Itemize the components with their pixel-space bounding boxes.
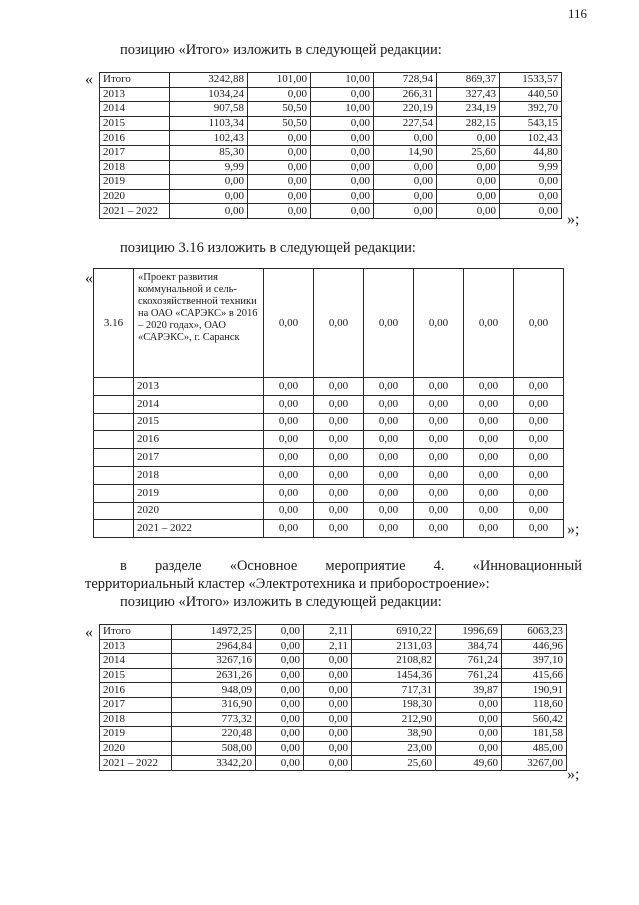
row-label: 2017 bbox=[100, 145, 170, 160]
table-cell: 0,00 bbox=[311, 204, 374, 219]
table-cell: 0,00 bbox=[264, 431, 314, 449]
table-cell: 440,50 bbox=[500, 87, 562, 102]
table-cell: 0,00 bbox=[264, 502, 314, 520]
table-cell: 0,00 bbox=[414, 520, 464, 538]
table-cell: 0,00 bbox=[464, 502, 514, 520]
table-cell: 0,00 bbox=[248, 189, 311, 204]
table-cell: 0,00 bbox=[364, 431, 414, 449]
table-cell: 0,00 bbox=[364, 413, 414, 431]
table-cell: 1533,57 bbox=[500, 73, 562, 88]
section-2-heading: позицию 3.16 изложить в следующей редакции: bbox=[120, 240, 416, 256]
table-row bbox=[100, 639, 567, 654]
table-cell: 485,00 bbox=[502, 741, 567, 756]
table-row bbox=[100, 189, 562, 204]
table-cell: 0,00 bbox=[514, 484, 564, 502]
row-label: 2018 bbox=[100, 712, 172, 727]
table-row bbox=[94, 502, 564, 520]
table-cell: 220,48 bbox=[172, 727, 256, 742]
table-cell: 0,00 bbox=[364, 449, 414, 467]
table-cell: 0,00 bbox=[437, 189, 500, 204]
table-cell: 0,00 bbox=[170, 175, 248, 190]
table-cell: 0,00 bbox=[500, 189, 562, 204]
row-label: 2013 bbox=[100, 87, 170, 102]
row-label: 2019 bbox=[134, 484, 264, 502]
table-cell: 38,90 bbox=[352, 727, 436, 742]
table-cell: 0,00 bbox=[464, 484, 514, 502]
table-cell: 0,00 bbox=[414, 466, 464, 484]
table-cell: 0,00 bbox=[437, 160, 500, 175]
table-row bbox=[100, 697, 567, 712]
table-cell: 10,00 bbox=[311, 102, 374, 117]
table-cell: 1034,24 bbox=[170, 87, 248, 102]
table-cell: 0,00 bbox=[311, 131, 374, 146]
table-cell: 1454,36 bbox=[352, 668, 436, 683]
section-1-heading: позицию «Итого» изложить в следующей редакции: bbox=[120, 42, 442, 58]
table-cell: 3242,88 bbox=[170, 73, 248, 88]
table-cell: 49,60 bbox=[436, 756, 502, 771]
table-cell: 0,00 bbox=[414, 413, 464, 431]
table-cell: 0,00 bbox=[264, 378, 314, 396]
table-cell: 0,00 bbox=[248, 145, 311, 160]
table-cell: 212,90 bbox=[352, 712, 436, 727]
table-cell: 14,90 bbox=[374, 145, 437, 160]
table-cell: 3267,00 bbox=[502, 756, 567, 771]
project-description: «Проект развития коммунальной и сель-скохозяйственной техники на ОАО «САРЭКС» в 2016 – 2020 годах», ОАО «САРЭКС», г. Саранск bbox=[134, 269, 264, 378]
table-cell: 0,00 bbox=[304, 712, 352, 727]
empty-cell bbox=[94, 520, 134, 538]
section-2-table bbox=[93, 268, 564, 538]
table-cell: 0,00 bbox=[314, 413, 364, 431]
row-label: 2016 bbox=[100, 131, 170, 146]
table-cell: 0,00 bbox=[311, 160, 374, 175]
table-row bbox=[100, 160, 562, 175]
table-cell: 0,00 bbox=[248, 160, 311, 175]
intro-word: 4. bbox=[433, 558, 445, 574]
table-row bbox=[94, 378, 564, 396]
table-cell: 0,00 bbox=[374, 160, 437, 175]
table-cell: 0,00 bbox=[314, 502, 364, 520]
table-cell: 560,42 bbox=[502, 712, 567, 727]
table-cell: 0,00 bbox=[256, 639, 304, 654]
table-row bbox=[100, 668, 567, 683]
table-cell: 0,00 bbox=[414, 378, 464, 396]
table-row bbox=[100, 102, 562, 117]
table-cell: 0,00 bbox=[514, 431, 564, 449]
table-cell: 1996,69 bbox=[436, 625, 502, 640]
table-cell: 0,00 bbox=[500, 175, 562, 190]
table-cell: 44,80 bbox=[500, 145, 562, 160]
table-cell: 0,00 bbox=[414, 431, 464, 449]
table-cell: 0,00 bbox=[436, 741, 502, 756]
row-label: 2021 – 2022 bbox=[100, 756, 172, 771]
section-3-open-quote: « bbox=[85, 624, 93, 641]
table-cell: 0,00 bbox=[374, 189, 437, 204]
table-row bbox=[100, 87, 562, 102]
table-cell: 397,10 bbox=[502, 654, 567, 669]
table-row bbox=[100, 73, 562, 88]
intro-word: «Инновационный bbox=[472, 558, 582, 574]
project-cell: 0,00 bbox=[514, 269, 564, 378]
table-row bbox=[100, 712, 567, 727]
section-2-close-quote: »; bbox=[567, 521, 580, 538]
table-row bbox=[100, 145, 562, 160]
row-label: 2017 bbox=[100, 697, 172, 712]
table-cell: 0,00 bbox=[264, 449, 314, 467]
project-row bbox=[94, 269, 564, 378]
table-row bbox=[100, 131, 562, 146]
table-cell: 0,00 bbox=[248, 131, 311, 146]
table-cell: 0,00 bbox=[304, 654, 352, 669]
table-cell: 0,00 bbox=[514, 378, 564, 396]
project-cell: 0,00 bbox=[414, 269, 464, 378]
table-cell: 0,00 bbox=[437, 131, 500, 146]
row-label: 2015 bbox=[134, 413, 264, 431]
row-label: Итого bbox=[100, 625, 172, 640]
project-cell: 0,00 bbox=[464, 269, 514, 378]
table-cell: 0,00 bbox=[256, 712, 304, 727]
table-cell: 0,00 bbox=[248, 87, 311, 102]
table-cell: 0,00 bbox=[437, 204, 500, 219]
table-cell: 0,00 bbox=[264, 520, 314, 538]
table-cell: 0,00 bbox=[256, 727, 304, 742]
table-cell: 0,00 bbox=[514, 413, 564, 431]
section-2-open-quote: « bbox=[85, 270, 93, 287]
row-label: 2014 bbox=[100, 102, 170, 117]
page-number: 116 bbox=[568, 6, 588, 21]
table-row bbox=[100, 625, 567, 640]
table-cell: 14972,25 bbox=[172, 625, 256, 640]
table-cell: 717,31 bbox=[352, 683, 436, 698]
table-cell: 0,00 bbox=[374, 175, 437, 190]
table-cell: 508,00 bbox=[172, 741, 256, 756]
table-cell: 39,87 bbox=[436, 683, 502, 698]
table-cell: 25,60 bbox=[352, 756, 436, 771]
table-cell: 0,00 bbox=[464, 431, 514, 449]
table-cell: 0,00 bbox=[314, 431, 364, 449]
row-label: 2016 bbox=[134, 431, 264, 449]
row-label: 2015 bbox=[100, 116, 170, 131]
table-cell: 0,00 bbox=[514, 395, 564, 413]
table-cell: 948,09 bbox=[172, 683, 256, 698]
section-3-heading: позицию «Итого» изложить в следующей редакции: bbox=[120, 594, 442, 610]
table-cell: 0,00 bbox=[374, 204, 437, 219]
table-cell: 0,00 bbox=[364, 395, 414, 413]
table-cell: 0,00 bbox=[248, 204, 311, 219]
row-label: 2017 bbox=[134, 449, 264, 467]
empty-cell bbox=[94, 466, 134, 484]
intro-word: мероприятие bbox=[325, 558, 406, 574]
table-cell: 0,00 bbox=[314, 449, 364, 467]
table-cell: 392,70 bbox=[500, 102, 562, 117]
table-row bbox=[100, 204, 562, 219]
table-row bbox=[100, 683, 567, 698]
row-label: 2018 bbox=[134, 466, 264, 484]
table-cell: 0,00 bbox=[311, 189, 374, 204]
table-cell: 0,00 bbox=[170, 204, 248, 219]
row-label: 2020 bbox=[100, 189, 170, 204]
table-row bbox=[94, 520, 564, 538]
table-cell: 6063,23 bbox=[502, 625, 567, 640]
row-label: 2021 – 2022 bbox=[134, 520, 264, 538]
table-cell: 0,00 bbox=[464, 449, 514, 467]
table-row bbox=[100, 756, 567, 771]
table-cell: 0,00 bbox=[264, 395, 314, 413]
table-cell: 0,00 bbox=[264, 484, 314, 502]
table-cell: 0,00 bbox=[304, 683, 352, 698]
table-cell: 761,24 bbox=[436, 654, 502, 669]
table-cell: 25,60 bbox=[437, 145, 500, 160]
table-cell: 9,99 bbox=[170, 160, 248, 175]
table-cell: 0,00 bbox=[311, 116, 374, 131]
table-cell: 282,15 bbox=[437, 116, 500, 131]
row-label: 2015 bbox=[100, 668, 172, 683]
intro-word: разделе bbox=[154, 558, 202, 574]
row-label: Итого bbox=[100, 73, 170, 88]
table-cell: 761,24 bbox=[436, 668, 502, 683]
table-cell: 0,00 bbox=[464, 395, 514, 413]
table-cell: 23,00 bbox=[352, 741, 436, 756]
row-label: 2016 bbox=[100, 683, 172, 698]
table-cell: 234,19 bbox=[437, 102, 500, 117]
table-cell: 0,00 bbox=[170, 189, 248, 204]
table-cell: 0,00 bbox=[314, 466, 364, 484]
table-cell: 0,00 bbox=[311, 175, 374, 190]
table-cell: 0,00 bbox=[436, 727, 502, 742]
table-cell: 0,00 bbox=[314, 378, 364, 396]
table-cell: 0,00 bbox=[364, 520, 414, 538]
section-3-intro-line-1 bbox=[120, 558, 582, 575]
table-cell: 0,00 bbox=[248, 175, 311, 190]
table-cell: 0,00 bbox=[437, 175, 500, 190]
section-3-close-quote: »; bbox=[567, 766, 580, 783]
table-cell: 0,00 bbox=[364, 484, 414, 502]
table-cell: 2131,03 bbox=[352, 639, 436, 654]
table-cell: 0,00 bbox=[314, 520, 364, 538]
table-cell: 316,90 bbox=[172, 697, 256, 712]
section-1-close-quote: »; bbox=[567, 211, 580, 228]
table-cell: 0,00 bbox=[256, 756, 304, 771]
table-row bbox=[94, 395, 564, 413]
table-cell: 3267,16 bbox=[172, 654, 256, 669]
table-cell: 50,50 bbox=[248, 102, 311, 117]
empty-cell bbox=[94, 413, 134, 431]
table-cell: 9,99 bbox=[500, 160, 562, 175]
intro-word: «Основное bbox=[229, 558, 298, 574]
row-label: 2020 bbox=[134, 502, 264, 520]
row-label: 2020 bbox=[100, 741, 172, 756]
table-cell: 118,60 bbox=[502, 697, 567, 712]
table-cell: 85,30 bbox=[170, 145, 248, 160]
empty-cell bbox=[94, 431, 134, 449]
table-cell: 198,30 bbox=[352, 697, 436, 712]
table-cell: 2,11 bbox=[304, 625, 352, 640]
table-cell: 0,00 bbox=[304, 756, 352, 771]
table-cell: 220,19 bbox=[374, 102, 437, 117]
table-cell: 0,00 bbox=[256, 683, 304, 698]
table-cell: 0,00 bbox=[314, 484, 364, 502]
table-cell: 0,00 bbox=[414, 484, 464, 502]
empty-cell bbox=[94, 502, 134, 520]
table-cell: 0,00 bbox=[256, 741, 304, 756]
table-cell: 0,00 bbox=[314, 395, 364, 413]
table-cell: 3342,20 bbox=[172, 756, 256, 771]
table-row bbox=[94, 449, 564, 467]
table-cell: 0,00 bbox=[264, 466, 314, 484]
table-cell: 102,43 bbox=[170, 131, 248, 146]
table-cell: 773,32 bbox=[172, 712, 256, 727]
table-cell: 0,00 bbox=[364, 466, 414, 484]
table-cell: 2,11 bbox=[304, 639, 352, 654]
section-1-open-quote: « bbox=[85, 71, 93, 88]
table-cell: 2964,84 bbox=[172, 639, 256, 654]
table-cell: 0,00 bbox=[464, 520, 514, 538]
table-cell: 0,00 bbox=[514, 520, 564, 538]
table-cell: 0,00 bbox=[256, 668, 304, 683]
table-cell: 415,66 bbox=[502, 668, 567, 683]
row-label: 2013 bbox=[100, 639, 172, 654]
table-cell: 0,00 bbox=[500, 204, 562, 219]
table-cell: 2108,82 bbox=[352, 654, 436, 669]
table-cell: 6910,22 bbox=[352, 625, 436, 640]
table-cell: 869,37 bbox=[437, 73, 500, 88]
table-row bbox=[100, 654, 567, 669]
table-cell: 227,54 bbox=[374, 116, 437, 131]
table-cell: 2631,26 bbox=[172, 668, 256, 683]
table-cell: 327,43 bbox=[437, 87, 500, 102]
row-label: 2013 bbox=[134, 378, 264, 396]
table-cell: 907,58 bbox=[170, 102, 248, 117]
table-cell: 0,00 bbox=[464, 466, 514, 484]
table-cell: 0,00 bbox=[304, 668, 352, 683]
row-label: 2019 bbox=[100, 727, 172, 742]
intro-word: в bbox=[120, 558, 127, 574]
table-cell: 181,58 bbox=[502, 727, 567, 742]
table-cell: 0,00 bbox=[514, 449, 564, 467]
project-cell: 0,00 bbox=[314, 269, 364, 378]
row-label: 2018 bbox=[100, 160, 170, 175]
table-cell: 0,00 bbox=[514, 466, 564, 484]
table-cell: 0,00 bbox=[311, 145, 374, 160]
table-cell: 0,00 bbox=[304, 727, 352, 742]
empty-cell bbox=[94, 378, 134, 396]
table-cell: 0,00 bbox=[436, 712, 502, 727]
table-cell: 0,00 bbox=[256, 697, 304, 712]
table-cell: 0,00 bbox=[256, 625, 304, 640]
empty-cell bbox=[94, 449, 134, 467]
table-cell: 1103,34 bbox=[170, 116, 248, 131]
table-cell: 0,00 bbox=[304, 741, 352, 756]
table-cell: 10,00 bbox=[311, 73, 374, 88]
table-cell: 190,91 bbox=[502, 683, 567, 698]
table-cell: 0,00 bbox=[414, 449, 464, 467]
table-cell: 0,00 bbox=[436, 697, 502, 712]
table-cell: 0,00 bbox=[464, 378, 514, 396]
row-label: 2021 – 2022 bbox=[100, 204, 170, 219]
table-row bbox=[94, 431, 564, 449]
section-3-intro-line-2: территориальный кластер «Электротехника и приборостроение»: bbox=[85, 576, 490, 592]
table-row bbox=[94, 413, 564, 431]
table-cell: 446,96 bbox=[502, 639, 567, 654]
row-label: 2014 bbox=[134, 395, 264, 413]
row-label: 2014 bbox=[100, 654, 172, 669]
section-1-table bbox=[99, 72, 562, 219]
table-cell: 266,31 bbox=[374, 87, 437, 102]
table-cell: 0,00 bbox=[514, 502, 564, 520]
table-row bbox=[100, 175, 562, 190]
table-cell: 0,00 bbox=[374, 131, 437, 146]
table-row bbox=[100, 741, 567, 756]
table-row bbox=[100, 116, 562, 131]
table-row bbox=[94, 484, 564, 502]
table-cell: 0,00 bbox=[304, 697, 352, 712]
table-row bbox=[94, 466, 564, 484]
section-3-table bbox=[99, 624, 567, 771]
table-cell: 0,00 bbox=[364, 378, 414, 396]
table-cell: 0,00 bbox=[256, 654, 304, 669]
project-number: 3.16 bbox=[94, 269, 134, 378]
table-cell: 101,00 bbox=[248, 73, 311, 88]
empty-cell bbox=[94, 484, 134, 502]
table-cell: 0,00 bbox=[364, 502, 414, 520]
table-cell: 0,00 bbox=[414, 395, 464, 413]
table-row bbox=[100, 727, 567, 742]
table-cell: 0,00 bbox=[464, 413, 514, 431]
project-cell: 0,00 bbox=[364, 269, 414, 378]
table-cell: 0,00 bbox=[264, 413, 314, 431]
table-cell: 102,43 bbox=[500, 131, 562, 146]
table-cell: 543,15 bbox=[500, 116, 562, 131]
table-cell: 728,94 bbox=[374, 73, 437, 88]
table-cell: 0,00 bbox=[414, 502, 464, 520]
empty-cell bbox=[94, 395, 134, 413]
project-cell: 0,00 bbox=[264, 269, 314, 378]
row-label: 2019 bbox=[100, 175, 170, 190]
table-cell: 0,00 bbox=[311, 87, 374, 102]
table-cell: 384,74 bbox=[436, 639, 502, 654]
table-cell: 50,50 bbox=[248, 116, 311, 131]
